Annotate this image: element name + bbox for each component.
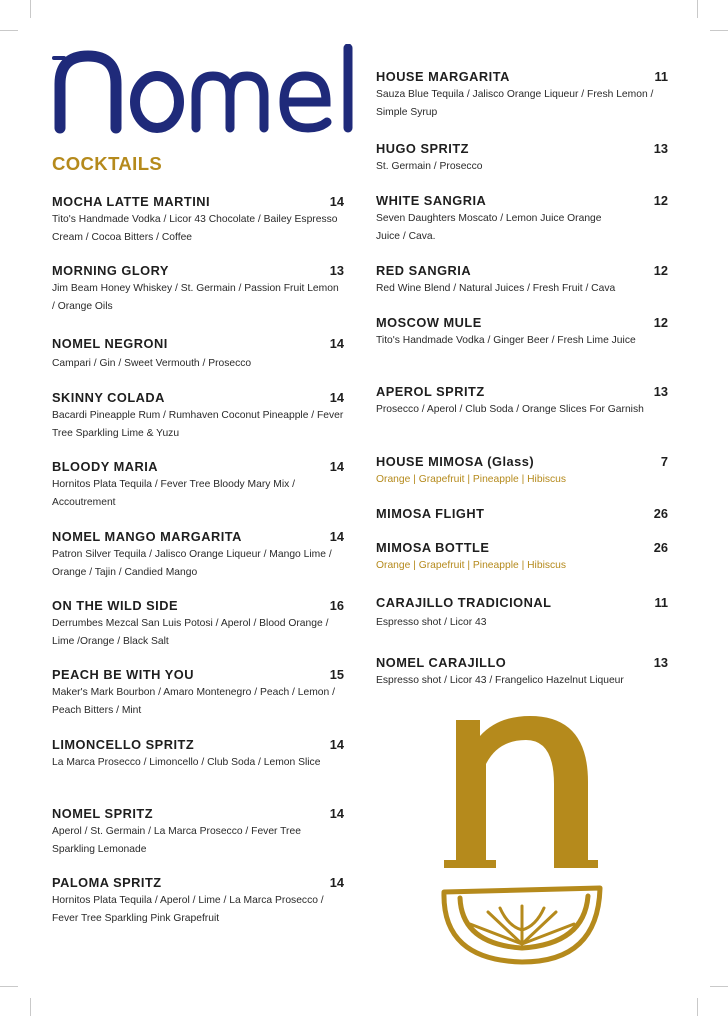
menu-item: [376, 384, 668, 419]
item-description: Sauza Blue Tequila / Jalisco Orange Liqueur / Fresh Lemon / Simple Syrup: [376, 89, 654, 118]
item-name: CARAJILLO TRADICIONAL: [376, 595, 552, 610]
item-name: WHITE SANGRIA: [376, 193, 487, 208]
item-name: MOSCOW MULE: [376, 315, 482, 330]
menu-item: [52, 875, 344, 928]
item-price: 12: [653, 263, 668, 278]
item-name: APEROL SPRITZ: [376, 384, 485, 399]
item-name: NOMEL CARAJILLO: [376, 655, 507, 670]
menu-item: [376, 454, 668, 489]
item-price: 14: [329, 390, 344, 405]
menu-item: [52, 737, 344, 772]
item-price: 14: [329, 806, 344, 821]
item-description: Tito's Handmade Vodka / Licor 43 Chocolate / Bailey Espresso Cream / Cocoa Bitters / Coffee: [52, 214, 338, 243]
item-description: Red Wine Blend / Natural Juices / Fresh Fruit / Cava: [376, 283, 616, 294]
item-name: NOMEL NEGRONI: [52, 336, 168, 351]
section-title: COCKTAILS: [52, 153, 163, 174]
item-price: 14: [329, 459, 344, 474]
menu-item: [376, 193, 668, 246]
menu-item: [376, 315, 668, 350]
item-description: La Marca Prosecco / Limoncello / Club Soda / Lemon Slice: [52, 757, 321, 768]
item-price: 13: [329, 263, 344, 278]
item-price: 14: [329, 529, 344, 544]
item-description: Orange | Grapefruit | Pineapple | Hibiscus: [376, 560, 567, 571]
item-description: Orange | Grapefruit | Pineapple | Hibiscus: [376, 474, 567, 485]
menu-item: [52, 806, 344, 859]
item-description: Espresso shot / Licor 43: [376, 617, 487, 628]
crop-mark: [0, 986, 18, 987]
item-price: 11: [654, 595, 668, 610]
item-price: 14: [329, 737, 344, 752]
menu-item: [376, 595, 668, 632]
item-description: Campari / Gin / Sweet Vermouth / Prosecco: [52, 358, 252, 369]
menu-item: [52, 459, 344, 512]
menu-item: [52, 667, 344, 720]
item-description: St. Germain / Prosecco: [376, 161, 483, 172]
item-price: 7: [660, 454, 668, 469]
item-description: Aperol / St. Germain / La Marca Prosecco / Fever Tree Sparkling Lemonade: [52, 826, 301, 855]
menu-item: [376, 655, 668, 690]
item-name: MOCHA LATTE MARTINI: [52, 194, 211, 209]
item-name: RED SANGRIA: [376, 263, 472, 278]
item-price: 14: [329, 194, 344, 209]
item-price: 14: [329, 336, 344, 351]
item-description: Hornitos Plata Tequila / Aperol / Lime / La Marca Prosecco / Fever Tree Sparkling Pink Grapefruit: [52, 895, 324, 924]
item-description: Hornitos Plata Tequila / Fever Tree Bloody Mary Mix / Accoutrement: [52, 479, 296, 508]
item-name: PEACH BE WITH YOU: [52, 667, 194, 682]
monogram-lemon-icon: [438, 712, 610, 968]
menu-item: [376, 506, 668, 521]
item-price: 12: [653, 193, 668, 208]
menu-item: [52, 194, 344, 247]
item-description: Seven Daughters Moscato / Lemon Juice Orange Juice / Cava.: [376, 213, 602, 242]
menu-item: [52, 390, 344, 443]
item-price: 16: [329, 598, 344, 613]
item-description: Tito's Handmade Vodka / Ginger Beer / Fresh Lime Juice: [376, 335, 636, 346]
item-price: 13: [653, 655, 668, 670]
menu-item: [376, 263, 668, 298]
item-price: 13: [653, 141, 668, 156]
item-description: Jim Beam Honey Whiskey / St. Germain / Passion Fruit Lemon / Orange Oils: [52, 283, 339, 312]
menu-item: [376, 540, 668, 575]
item-name: HOUSE MARGARITA: [376, 69, 510, 84]
item-price: 13: [653, 384, 668, 399]
crop-mark: [697, 998, 698, 1016]
item-name: MIMOSA BOTTLE: [376, 540, 490, 555]
item-price: 14: [329, 875, 344, 890]
item-name: PALOMA SPRITZ: [52, 875, 162, 890]
item-name: NOMEL SPRITZ: [52, 806, 154, 821]
crop-mark: [697, 0, 698, 18]
item-price: 12: [653, 315, 668, 330]
brand-logo: [50, 44, 360, 144]
crop-mark: [0, 30, 18, 31]
item-description: Espresso shot / Licor 43 / Frangelico Hazelnut Liqueur: [376, 675, 624, 686]
item-description: Patron Silver Tequila / Jalisco Orange Liqueur / Mango Lime / Orange / Tajin / Candied Mango: [52, 549, 332, 578]
item-name: SKINNY COLADA: [52, 390, 165, 405]
item-name: HUGO SPRITZ: [376, 141, 469, 156]
menu-item: [376, 69, 668, 122]
item-name: MORNING GLORY: [52, 263, 169, 278]
menu-item: [52, 598, 344, 651]
crop-mark: [710, 30, 728, 31]
menu-item: [52, 529, 344, 582]
item-price: 11: [654, 69, 668, 84]
item-description: Prosecco / Aperol / Club Soda / Orange Slices For Garnish: [376, 404, 644, 415]
item-name: LIMONCELLO SPRITZ: [52, 737, 195, 752]
item-name: MIMOSA FLIGHT: [376, 506, 485, 521]
menu-item: [52, 336, 344, 373]
item-name: NOMEL MANGO MARGARITA: [52, 529, 242, 544]
item-name: BLOODY MARIA: [52, 459, 159, 474]
item-description: Derrumbes Mezcal San Luis Potosi / Aperol / Blood Orange / Lime /Orange / Black Salt: [52, 618, 329, 647]
crop-mark: [710, 986, 728, 987]
item-description: Maker's Mark Bourbon / Amaro Montenegro / Peach / Lemon / Peach Bitters / Mint: [52, 687, 335, 716]
crop-mark: [30, 998, 31, 1016]
item-price: 26: [653, 506, 668, 521]
menu-item: [52, 263, 344, 316]
item-name: ON THE WILD SIDE: [52, 598, 179, 613]
item-description: Bacardi Pineapple Rum / Rumhaven Coconut Pineapple / Fever Tree Sparkling Lime & Yuzu: [52, 410, 344, 439]
crop-mark: [30, 0, 31, 18]
item-price: 15: [329, 667, 344, 682]
menu-item: [376, 141, 668, 176]
item-name: HOUSE MIMOSA (Glass): [376, 454, 535, 469]
item-price: 26: [653, 540, 668, 555]
